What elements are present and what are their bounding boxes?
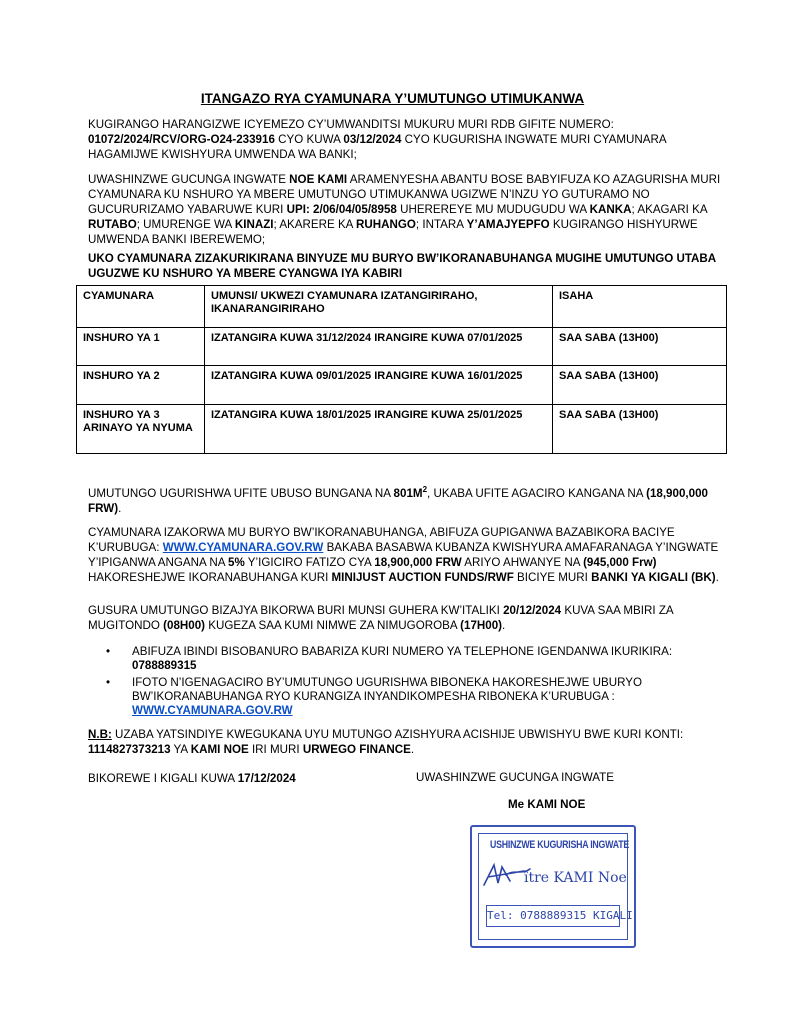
table-cell: INSHURO YA 3 ARINAYO YA NYUMA (77, 405, 205, 454)
list-item: • IFOTO N’IGENAGACIRO BY’UMUTUNGO UGURISHWA BIBONEKA HAKORESHEJWE UBURYO BW’IKORANABUHANGA RYO KURANGIZA INYANDIKOMPESHA RIBONEKA K’URUBUGA : WWW.CYAMUNARA.GOV.RW (106, 676, 642, 717)
signature-icon (480, 855, 540, 895)
note-paragraph: N.B: UZABA YATSINDIYE KWEGUKANA UYU MUTUNGO AZISHYURA ACISHIJE UBWISHYU BWE KURI KONTI: 1114827373213 YA KAMI NOE IRI MURI URWEGO FINANCE. (88, 728, 684, 756)
table-cell: INSHURO YA 1 (77, 328, 205, 366)
table-row (77, 405, 727, 454)
table-cell: SAA SABA (13H00) (553, 405, 727, 454)
auction-website-link[interactable]: WWW.CYAMUNARA.GOV.RW (132, 704, 293, 717)
table-row (77, 366, 727, 405)
bullet-icon: • (106, 645, 111, 658)
table-header-cell: CYAMUNARA (77, 286, 205, 328)
table-cell: INSHURO YA 2 (77, 366, 205, 405)
table-cell: IZATANGIRA KUWA 09/01/2025 IRANGIRE KUWA 16/01/2025 (205, 366, 553, 405)
bullet-icon: • (106, 676, 111, 689)
list-item: • ABIFUZA IBINDI BISOBANURO BABARIZA KURI NUMERO YA TELEPHONE IGENDANWA IKURIKIRA: 0788889315 (106, 645, 673, 672)
visit-paragraph: GUSURA UMUTUNGO BIZAJYA BIKORWA BURI MUNSI GUHERA KW’ITALIKI 20/12/2024 KUVA SAA MBIRI ZA MUGITONDO (08H00) KUGEZA SAA KUMI NIMWE ZA NIMUGOROBA (17H00). (88, 604, 674, 632)
issue-place-date: BIKOREWE I KIGALI KUWA 17/12/2024 (88, 772, 296, 785)
announcement-paragraph: UWASHINZWE GUCUNGA INGWATE NOE KAMI ARAMENYESHA ABANTU BOSE BABYIFUZA KO AZAGURISHA MURI CYAMUNARA KU NSHURO YA MBERE UMUTUNGO UTIMUKANWA UGIZWE N’INZU YO GUTURAMO NO GUCURURIZAMO YABARUWE KURI UPI: 2/06/04/05/8958 UHEREREYE MU MUDUGUDU WA KANKA; AKAGARI KA RUTABO; UMURENGE WA KINAZI; AKARERE KA RUHANGO; INTARA Y’AMAJYEPFO KUGIRANGO HISHYURWE UMWENDA BANKI IBEREWEMO; (88, 173, 721, 246)
document-title: ITANGAZO RYA CYAMUNARA Y’UMUTUNGO UTIMUKANWA (200, 91, 585, 106)
auction-website-link[interactable]: WWW.CYAMUNARA.GOV.RW (162, 541, 324, 554)
table-cell: IZATANGIRA KUWA 31/12/2024 IRANGIRE KUWA 07/01/2025 (205, 328, 553, 366)
property-size-paragraph: UMUTUNGO UGURISHWA UFITE UBUSO BUNGANA NA $801M^2$, UKABA UFITE AGACIRO KANGANA NA (18,900,000 FRW). (88, 485, 708, 515)
intro-paragraph: KUGIRANGO HARANGIZWE ICYEMEZO CY’UMWANDITSI MUKURU MURI RDB GIFITE NUMERO: 01072/2024/RCV/ORG-O24-233916 CYO KUWA 03/12/2024 CYO KUGURISHA INGWATE MURI CYAMUNARA HAGAMIJWE KWISHYURA UMWENDA WA BANKI; (88, 118, 666, 161)
info-bullet-list (88, 645, 728, 721)
stamp-phone: Tel: 0788889315 KIGALI (486, 905, 620, 927)
table-cell: SAA SABA (13H00) (553, 328, 727, 366)
table-header-row (77, 286, 727, 328)
table-cell: IZATANGIRA KUWA 18/01/2025 IRANGIRE KUWA 25/01/2025 (205, 405, 553, 454)
auction-rounds-heading: UKO CYAMUNARA ZIZAKURIKIRANA BINYUZE MU BURYO BW’IKORANABUHANGA MUGIHE UMUTUNGO UTABA UGUZWE KU NSHURO YA MBERE CYANGWA IYA KABIRI (88, 252, 716, 280)
table-header-cell: ISAHA (553, 286, 727, 328)
table-cell: SAA SABA (13H00) (553, 366, 727, 405)
stamp-title: USHINZWE KUGURISHA INGWATE (490, 839, 629, 851)
table-row (77, 328, 727, 366)
stamp-name: ître KAMI Noe (524, 870, 627, 886)
signatory-name: Me KAMI NOE (508, 798, 586, 811)
auction-schedule-table (76, 285, 727, 454)
phone-number[interactable]: 0788889315 (132, 659, 197, 672)
bidding-paragraph: CYAMUNARA IZAKORWA MU BURYO BW’IKORANABUHANGA, ABIFUZA GUPIGANWA BAZABIKORA BACIYE K’URUBUGA: WWW.CYAMUNARA.GOV.RW BAKABA BASABWA KUBANZA KWISHYURA AMAFARANAGA Y’INGWATE Y’IPIGANWA ANGANA NA 5% Y’IGICIRO FATIZO CYA 18,900,000 FRW ARIYO AHWANYE NA (945,000 Frw) HAKORESHEJWE IKORANABUHANGA KURI MINIJUST AUCTION FUNDS/RWF BICIYE MURI BANKI YA KIGALI (BK). (88, 526, 719, 584)
table-header-cell: UMUNSI/ UKWEZI CYAMUNARA IZATANGIRIRAHO, IKANARANGIRIRAHO (205, 286, 553, 328)
signatory-role: UWASHINZWE GUCUNGA INGWATE (416, 771, 614, 784)
